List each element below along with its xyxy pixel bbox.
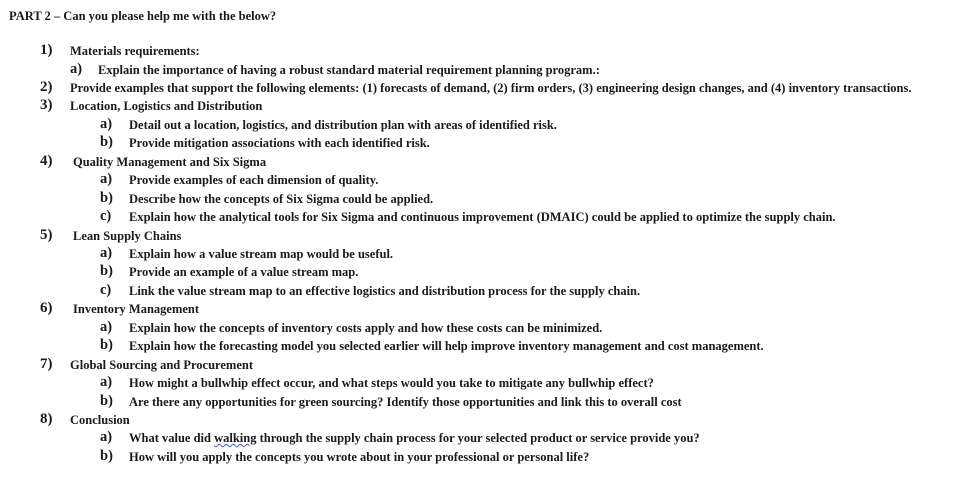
sub-text: Are there any opportunities for green sourcing? Identify those opportunities and link this to overall cost <box>129 395 682 409</box>
sub-text <box>129 431 700 446</box>
sub-label: a) <box>100 374 113 390</box>
item-title: Conclusion <box>70 413 130 427</box>
item-title: Materials requirements: <box>70 44 200 58</box>
item-number: 2) <box>40 79 53 95</box>
item-number: 8) <box>40 411 53 427</box>
sub-text: Provide mitigation associations with each identified risk. <box>129 136 430 150</box>
sub-text-part: What value did <box>129 431 215 445</box>
sub-text: Explain how the forecasting model you selected earlier will help improve inventory management and cost management. <box>129 339 764 353</box>
sub-label: b) <box>100 190 113 206</box>
spellcheck-marked-word: walking <box>214 431 257 445</box>
sub-label: a) <box>100 429 113 445</box>
sub-text: Describe how the concepts of Six Sigma could be applied. <box>129 192 434 206</box>
sub-label: b) <box>100 393 113 409</box>
sub-label: a) <box>100 171 113 187</box>
item-title: Provide examples that support the following elements: (1) forecasts of demand, (2) firm orders, (3) engineering design changes, and (4) inventory transactions. <box>70 81 912 95</box>
sub-label: a) <box>70 61 83 77</box>
item-number: 5) <box>40 227 53 243</box>
sub-text: How will you apply the concepts you wrote about in your professional or personal life? <box>129 450 590 464</box>
sub-text: Explain how a value stream map would be useful. <box>129 247 394 261</box>
sub-label: c) <box>100 282 112 298</box>
item-number: 7) <box>40 356 53 372</box>
sub-text: Provide examples of each dimension of quality. <box>129 173 379 187</box>
item-title: Global Sourcing and Procurement <box>70 358 254 372</box>
sub-text: Explain the importance of having a robust standard material requirement planning program.: <box>98 63 600 77</box>
sub-label: a) <box>100 116 113 132</box>
item-title: Location, Logistics and Distribution <box>70 99 263 113</box>
item-number: 1) <box>40 42 53 58</box>
item-title: Lean Supply Chains <box>73 229 182 243</box>
sub-label: b) <box>100 448 113 464</box>
sub-label: b) <box>100 134 113 150</box>
item-title: Inventory Management <box>73 302 200 316</box>
item-number: 6) <box>40 300 53 316</box>
sub-text: Detail out a location, logistics, and distribution plan with areas of identified risk. <box>129 118 557 132</box>
sub-text: Provide an example of a value stream map. <box>129 265 359 279</box>
sub-text-part: through the supply chain process for your selected product or service provide you? <box>256 431 700 445</box>
sub-label: a) <box>100 245 113 261</box>
page-header: PART 2 – Can you please help me with the below? <box>9 9 277 23</box>
sub-label: b) <box>100 337 113 353</box>
sub-text: Explain how the concepts of inventory costs apply and how these costs can be minimized. <box>129 321 603 335</box>
item-number: 4) <box>40 153 53 169</box>
item-title: Quality Management and Six Sigma <box>73 155 267 169</box>
sub-text: Link the value stream map to an effective logistics and distribution process for the supply chain. <box>129 284 641 298</box>
sub-text: How might a bullwhip effect occur, and what steps would you take to mitigate any bullwhip effect? <box>129 376 654 390</box>
sub-label: c) <box>100 208 112 224</box>
sub-label: b) <box>100 263 113 279</box>
item-number: 3) <box>40 97 53 113</box>
sub-text: Explain how the analytical tools for Six Sigma and continuous improvement (DMAIC) could be applied to optimize the supply chain. <box>129 210 836 224</box>
sub-label: a) <box>100 319 113 335</box>
